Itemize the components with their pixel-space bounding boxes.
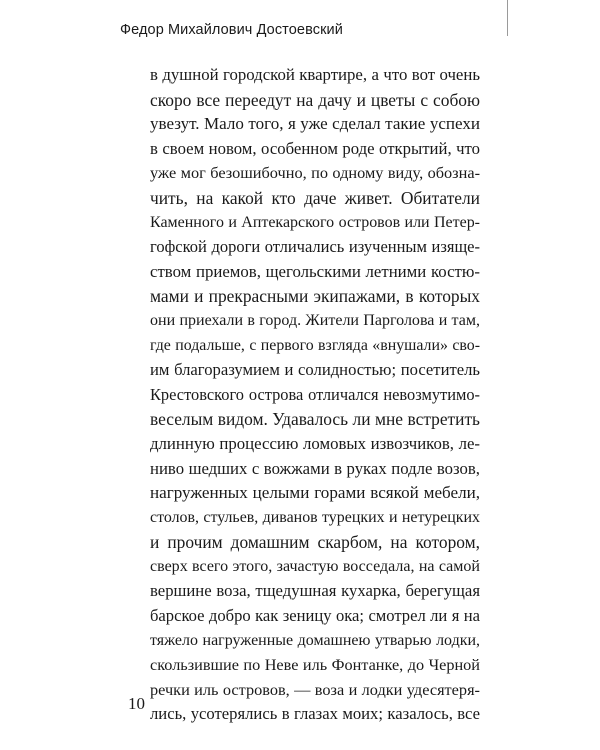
text-line: гофской дороги отличались изученным изяще- xyxy=(150,237,480,257)
text-line: Крестовского острова отличался невозмутимо- xyxy=(150,384,480,404)
text-line: скользившие по Неве иль Фонтанке, до Черной xyxy=(150,656,480,675)
text-line: тяжело нагруженные домашнею утварью лодки, xyxy=(150,631,480,649)
text-line: вершине воза, тщедушная кухарка, берегущая xyxy=(150,581,480,601)
text-line: им благоразумием и солидностью; посетитель xyxy=(150,360,480,380)
text-line: чить, на какой кто даче живет. Обитатели xyxy=(150,187,480,208)
text-line: речки иль островов, — воза и лодки удесятеря- xyxy=(150,679,480,699)
text-line: уже мог безошибочно, по одному виду, обозна- xyxy=(150,163,480,183)
text-line: Каменного и Аптекарского островов или Петер- xyxy=(150,213,480,231)
header-rule xyxy=(507,0,508,36)
running-header: Федор Михайлович Достоевский xyxy=(120,22,343,38)
text-line: ниво шедших с вожжами в руках подле возов, xyxy=(150,458,480,478)
text-line: ством приемов, щегольскими летними костю- xyxy=(150,261,480,281)
text-line: и прочим домашним скарбом, на котором, xyxy=(150,532,480,553)
text-line: в своем новом, особенном роде открытий, что xyxy=(150,138,480,158)
text-line: увезут. Мало того, я уже сделал такие успехи xyxy=(150,114,480,134)
text-line: длинную процессию ломовых извозчиков, ле- xyxy=(150,433,480,453)
text-line: барское добро как зеницу ока; смотрел ли я на xyxy=(150,606,480,626)
text-line: столов, стульев, диванов турецких и нетурецких xyxy=(150,508,480,526)
text-line: сверх всего этого, зачастую восседала, на самой xyxy=(150,557,480,575)
body-text xyxy=(150,63,480,727)
text-line: мами и прекрасными экипажами, в которых xyxy=(150,286,480,307)
page-number: 10 xyxy=(128,694,145,713)
text-line: скоро все переедут на дачу и цветы с собою xyxy=(150,89,480,110)
text-line: лись, усотерялись в глазах моих; казалось, все xyxy=(150,704,480,724)
text-line: нагруженных целыми горами всякой мебели, xyxy=(150,483,480,503)
text-line: веселым видом. Удавалось ли мне встретить xyxy=(150,409,480,430)
text-line: где подальше, с первого взгляда «внушали» сво- xyxy=(150,336,480,354)
text-line: они приехали в город. Жители Парголова и там, xyxy=(150,311,480,329)
text-line: в душной городской квартире, а что вот очень xyxy=(150,65,480,84)
